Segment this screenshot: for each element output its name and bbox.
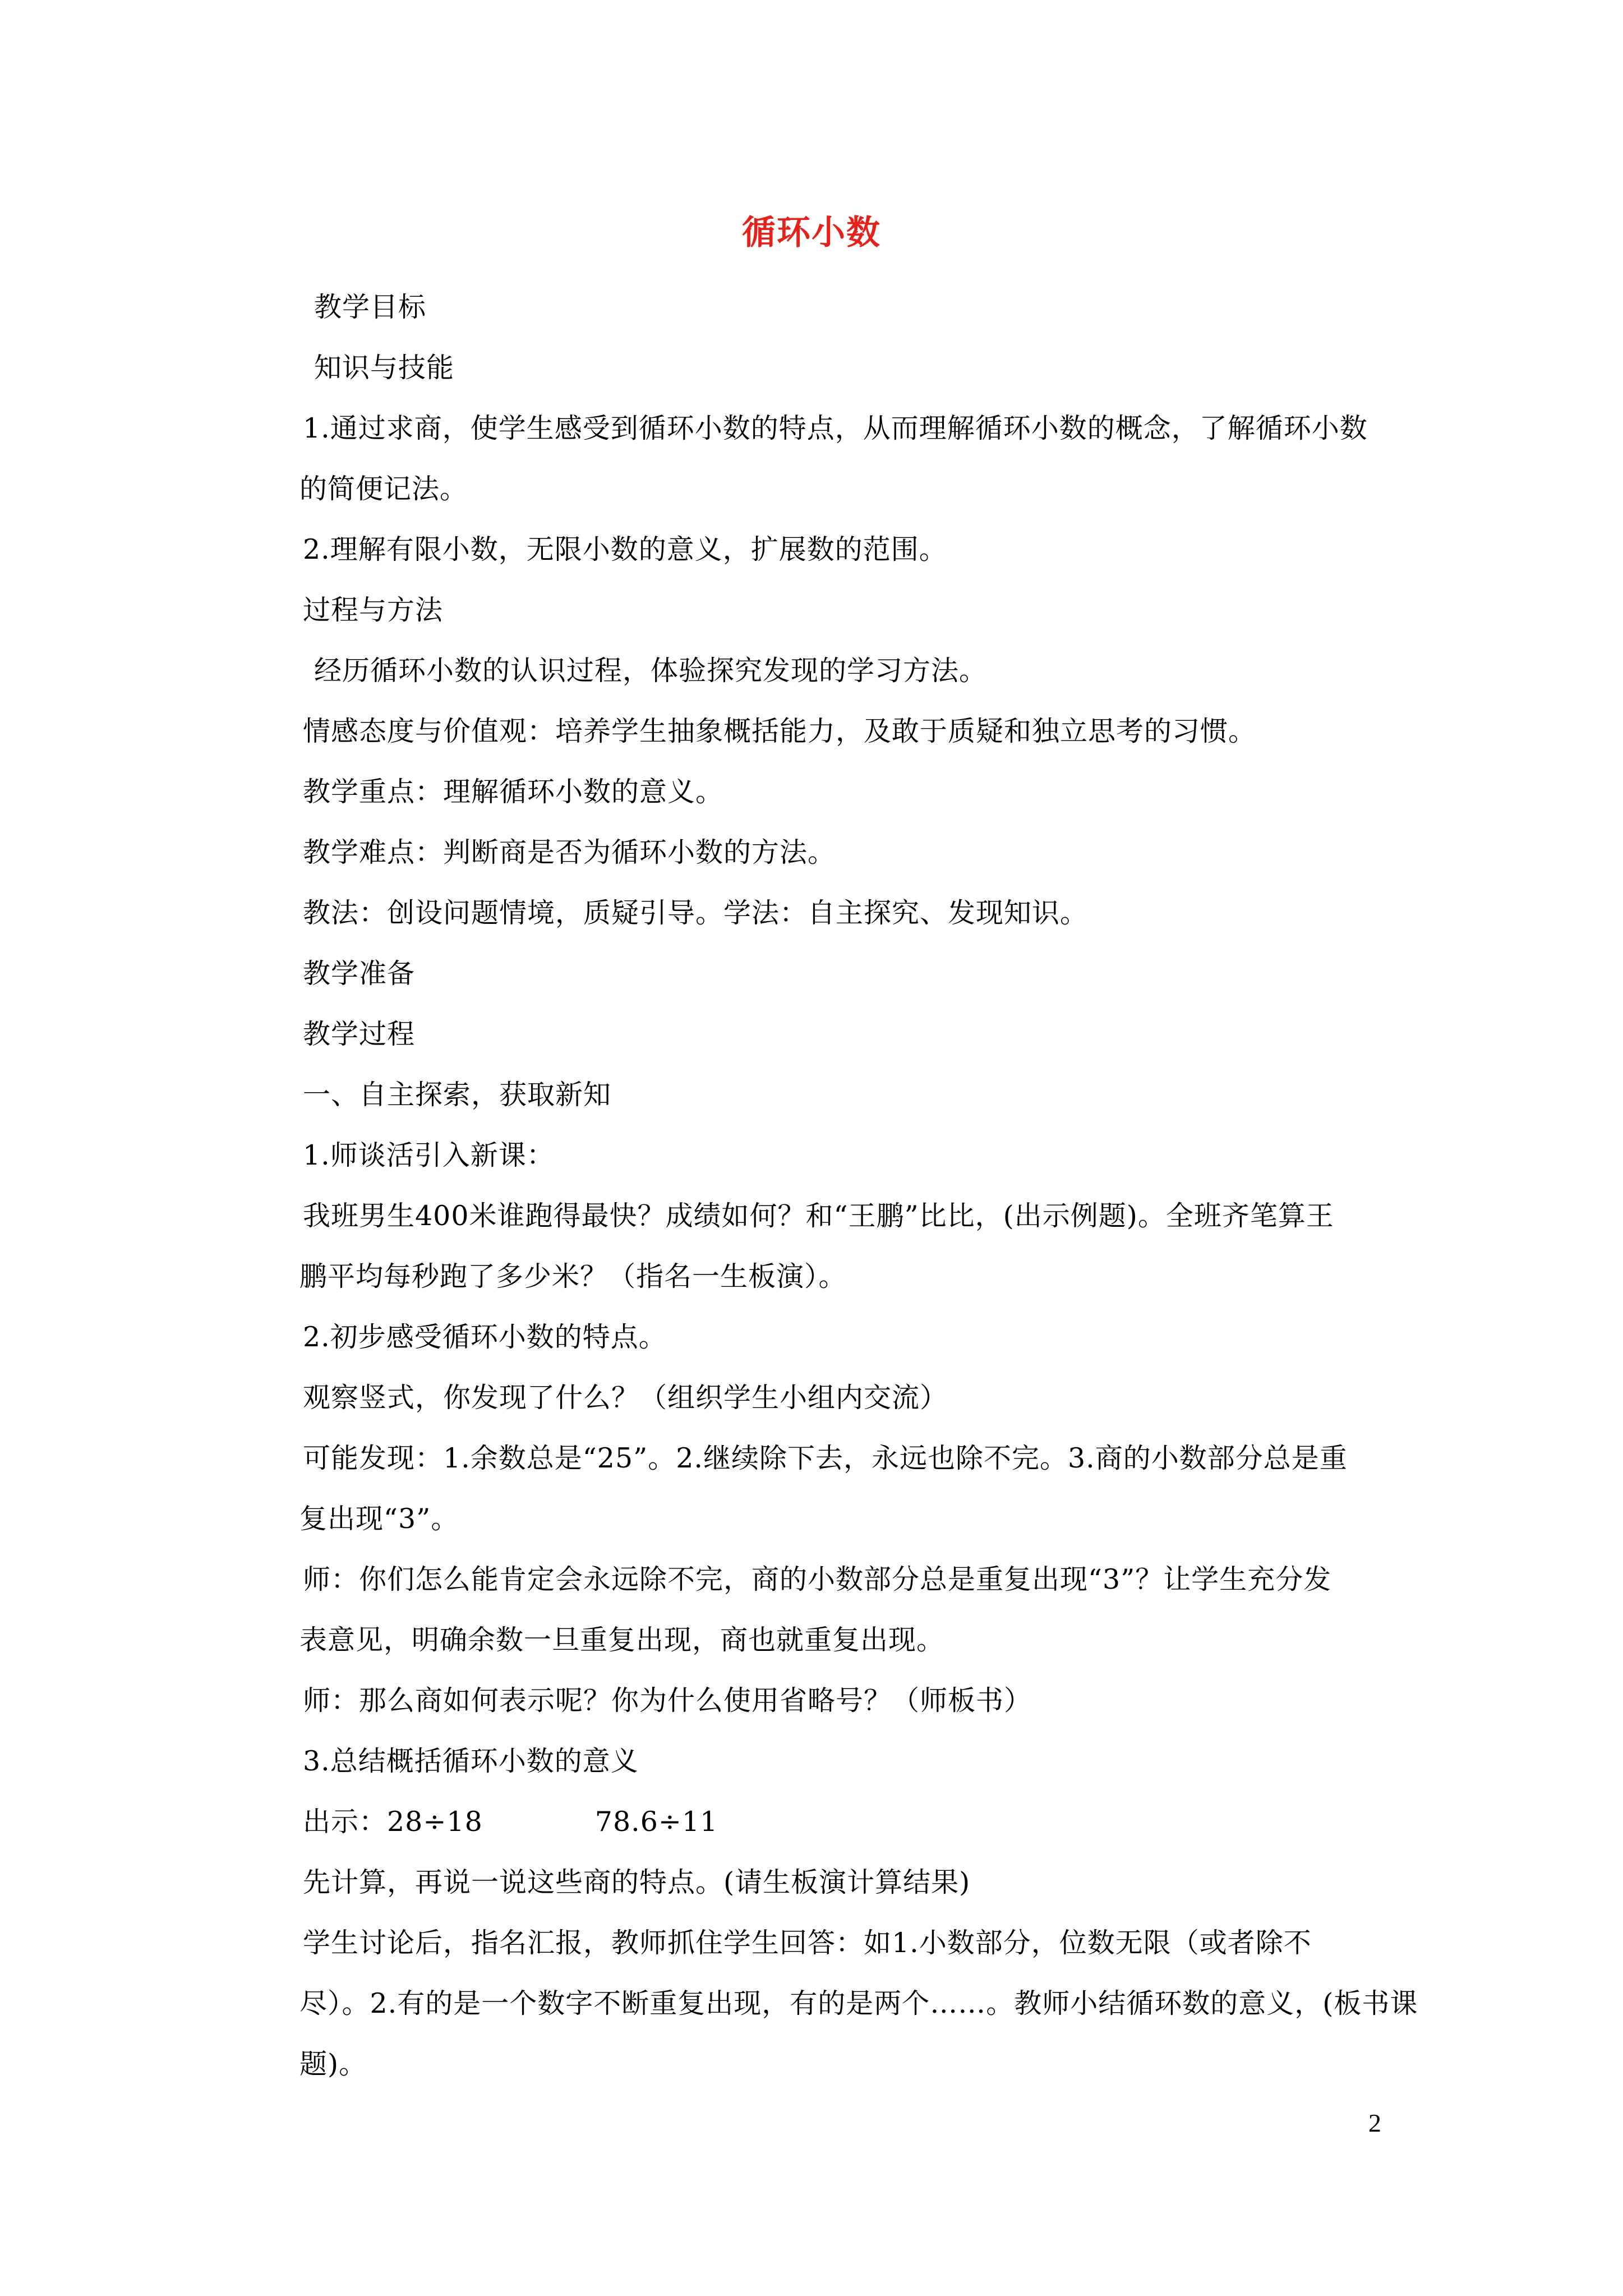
paragraph-line: 情感态度与价值观：培养学生抽象概括能力，及敢于质疑和独立思考的习惯。 bbox=[303, 715, 1257, 747]
paragraph-line: 题)。 bbox=[299, 2048, 367, 2080]
paragraph-line: 经历循环小数的认识过程，体验探究发现的学习方法。 bbox=[314, 655, 988, 687]
division-example-1: 出示：28÷18 bbox=[303, 1806, 483, 1838]
section-heading: 一、自主探索，获取新知 bbox=[303, 1079, 612, 1111]
paragraph-line: 尽）。2.有的是一个数字不断重复出现，有的是两个……。教师小结循环数的意义，(板书课 bbox=[299, 1987, 1418, 2019]
paragraph-line: 复出现“3”。 bbox=[299, 1503, 459, 1535]
heading-teaching-goals: 教学目标 bbox=[314, 291, 427, 323]
paragraph-line: 观察竖式，你发现了什么？（组织学生小组内交流） bbox=[303, 1382, 948, 1414]
paragraph-line: 鹏平均每秒跑了多少米？（指名一生板演）。 bbox=[299, 1260, 847, 1292]
paragraph-line: 师：那么商如何表示呢？你为什么使用省略号？（师板书） bbox=[303, 1685, 1032, 1717]
document-body bbox=[299, 277, 1418, 2095]
paragraph-line: 1.师谈活引入新课： bbox=[303, 1139, 555, 1171]
paragraph-line: 1.通过求商，使学生感受到循环小数的特点，从而理解循环小数的概念，了解循环小数 bbox=[303, 412, 1368, 444]
paragraph-line: 我班男生400米谁跑得最快？成绩如何？和“王鹏”比比，(出示例题)。全班齐笔算王 bbox=[303, 1200, 1334, 1232]
paragraph-line: 先计算，再说一说这些商的特点。(请生板演计算结果) bbox=[303, 1866, 971, 1898]
paragraph-line: 教学难点：判断商是否为循环小数的方法。 bbox=[303, 836, 836, 868]
paragraph-line: 的简便记法。 bbox=[299, 473, 468, 505]
page-number: 2 bbox=[1368, 2109, 1381, 2137]
paragraph-line: 教学重点：理解循环小数的意义。 bbox=[303, 776, 724, 808]
heading-process-method: 过程与方法 bbox=[303, 594, 444, 626]
paragraph-line: 教法：创设问题情境，质疑引导。学法：自主探究、发现知识。 bbox=[303, 897, 1089, 929]
page-title: 循环小数 bbox=[742, 213, 881, 252]
paragraph-line: 3.总结概括循环小数的意义 bbox=[303, 1745, 639, 1777]
division-examples bbox=[303, 1792, 1385, 1852]
paragraph-line: 师：你们怎么能肯定会永远除不完，商的小数部分总是重复出现“3”？让学生充分发 bbox=[303, 1563, 1332, 1595]
paragraph-line: 表意见，明确余数一旦重复出现，商也就重复出现。 bbox=[299, 1624, 945, 1656]
paragraph-line: 2.理解有限小数，无限小数的意义，扩展数的范围。 bbox=[303, 533, 947, 565]
heading-teaching-process: 教学过程 bbox=[303, 1018, 416, 1050]
paragraph-line: 可能发现：1.余数总是“25”。2.继续除下去，永远也除不完。3.商的小数部分总是重 bbox=[303, 1442, 1348, 1474]
heading-teaching-prep: 教学准备 bbox=[303, 958, 416, 990]
division-example-2: 78.6÷11 bbox=[594, 1806, 718, 1838]
paragraph-line: 学生讨论后，指名汇报，教师抓住学生回答：如1.小数部分，位数无限（或者除不 bbox=[303, 1927, 1312, 1959]
heading-knowledge-skills: 知识与技能 bbox=[314, 352, 455, 384]
paragraph-line: 2.初步感受循环小数的特点。 bbox=[303, 1321, 667, 1353]
